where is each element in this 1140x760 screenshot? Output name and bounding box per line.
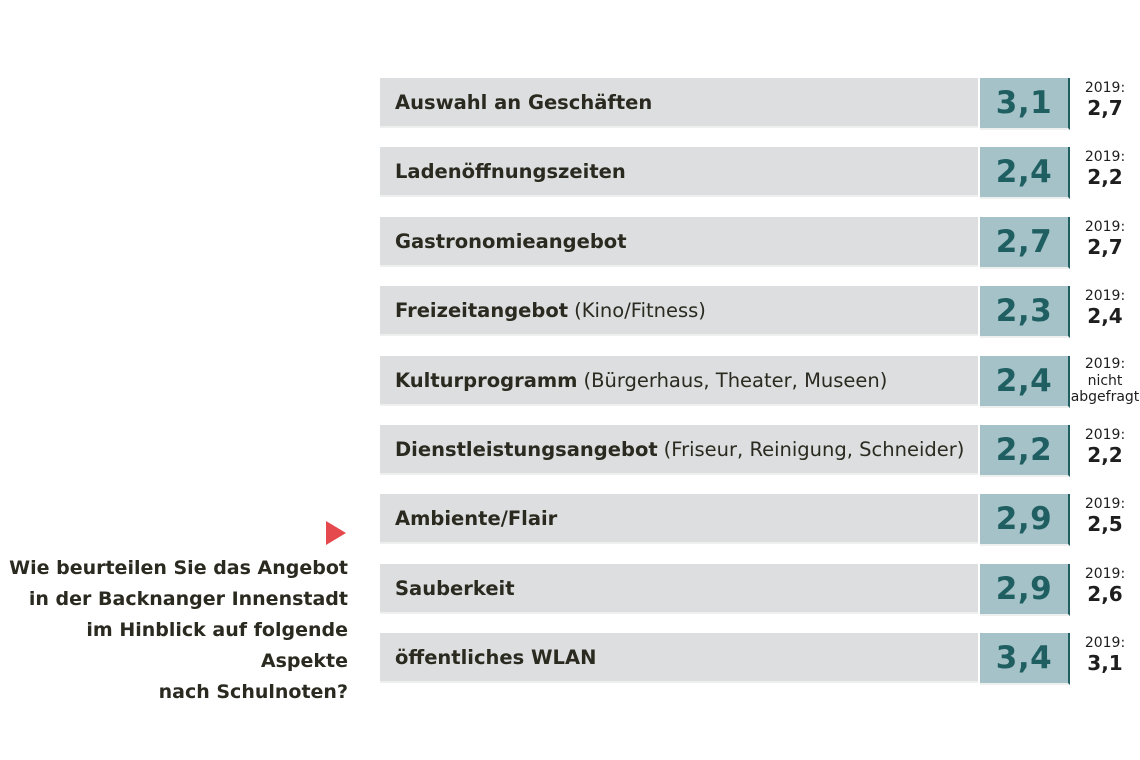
previous-year-value: 2,5 <box>1087 512 1123 536</box>
previous-year-label: 2019: <box>1084 635 1126 651</box>
aspect-label: Kulturprogramm <box>395 368 578 392</box>
aspect-label-bar <box>380 356 978 406</box>
previous-year-block <box>1070 566 1140 605</box>
previous-year-label: 2019: <box>1084 496 1126 512</box>
aspect-label: Auswahl an Geschäften <box>395 90 653 114</box>
aspect-label-bar <box>380 78 978 128</box>
score-value: 2,3 <box>980 286 1070 338</box>
previous-year-label: 2019: <box>1084 566 1126 582</box>
previous-year-label: 2019: <box>1084 356 1126 372</box>
previous-year-value: 2,2 <box>1087 443 1123 467</box>
aspect-label-bar <box>380 494 978 544</box>
rating-row <box>380 633 1140 685</box>
pointer-arrow-icon <box>326 521 346 545</box>
previous-year-value: 2,4 <box>1087 304 1123 328</box>
rating-row <box>380 286 1140 338</box>
aspect-detail: (Kino/Fitness) <box>574 298 706 322</box>
score-value: 3,1 <box>980 78 1070 130</box>
previous-year-value: 3,1 <box>1087 651 1123 675</box>
previous-year-block <box>1070 288 1140 327</box>
score-value: 2,9 <box>980 564 1070 616</box>
aspect-label: Sauberkeit <box>395 576 515 600</box>
question-line: Wie beurteilen Sie das Angebot <box>9 557 348 579</box>
previous-year-value: 2,6 <box>1087 582 1123 606</box>
aspect-detail: (Bürgerhaus, Theater, Museen) <box>583 368 888 392</box>
rating-row <box>380 564 1140 616</box>
question-line: nach Schulnoten? <box>158 681 348 703</box>
rating-row <box>380 78 1140 130</box>
rating-row <box>380 494 1140 546</box>
rating-row <box>380 425 1140 477</box>
previous-year-label: 2019: <box>1084 427 1126 443</box>
score-value: 2,4 <box>980 356 1070 408</box>
previous-year-label: 2019: <box>1084 219 1126 235</box>
rating-row <box>380 147 1140 199</box>
aspect-label-bar <box>380 286 978 336</box>
previous-year-value: nicht abgefragt <box>1070 373 1140 405</box>
aspect-label: Freizeitangebot <box>395 298 569 322</box>
aspect-label-bar <box>380 147 978 197</box>
aspect-label: Gastronomieangebot <box>395 229 627 253</box>
score-value: 2,2 <box>980 425 1070 477</box>
previous-year-block <box>1070 80 1140 119</box>
aspect-label-bar <box>380 633 978 683</box>
score-value: 3,4 <box>980 633 1070 685</box>
aspect-detail: (Friseur, Reinigung, Schneider) <box>663 437 965 461</box>
aspect-label: Ladenöffnungszeiten <box>395 159 626 183</box>
question-line: in der Backnanger Innenstadt <box>28 588 348 610</box>
previous-year-value: 2,7 <box>1087 96 1123 120</box>
score-value: 2,9 <box>980 494 1070 546</box>
question-line: im Hinblick auf folgende Aspekte <box>86 619 348 672</box>
previous-year-block <box>1070 635 1140 674</box>
previous-year-block <box>1070 356 1140 405</box>
previous-year-block <box>1070 496 1140 535</box>
previous-year-value: 2,7 <box>1087 235 1123 259</box>
aspect-label: öffentliches WLAN <box>395 645 597 669</box>
rating-row <box>380 356 1140 408</box>
score-value: 2,4 <box>980 147 1070 199</box>
aspect-label-bar <box>380 217 978 267</box>
previous-year-block <box>1070 149 1140 188</box>
previous-year-label: 2019: <box>1084 80 1126 96</box>
previous-year-block <box>1070 427 1140 466</box>
rating-row <box>380 217 1140 269</box>
previous-year-label: 2019: <box>1084 149 1126 165</box>
aspect-label-bar <box>380 564 978 614</box>
previous-year-label: 2019: <box>1084 288 1126 304</box>
survey-question <box>0 553 348 708</box>
aspect-label: Ambiente/Flair <box>395 506 558 530</box>
score-value: 2,7 <box>980 217 1070 269</box>
previous-year-block <box>1070 219 1140 258</box>
aspect-label-bar <box>380 425 978 475</box>
previous-year-value: 2,2 <box>1087 165 1123 189</box>
aspect-label: Dienstleistungsangebot <box>395 437 658 461</box>
